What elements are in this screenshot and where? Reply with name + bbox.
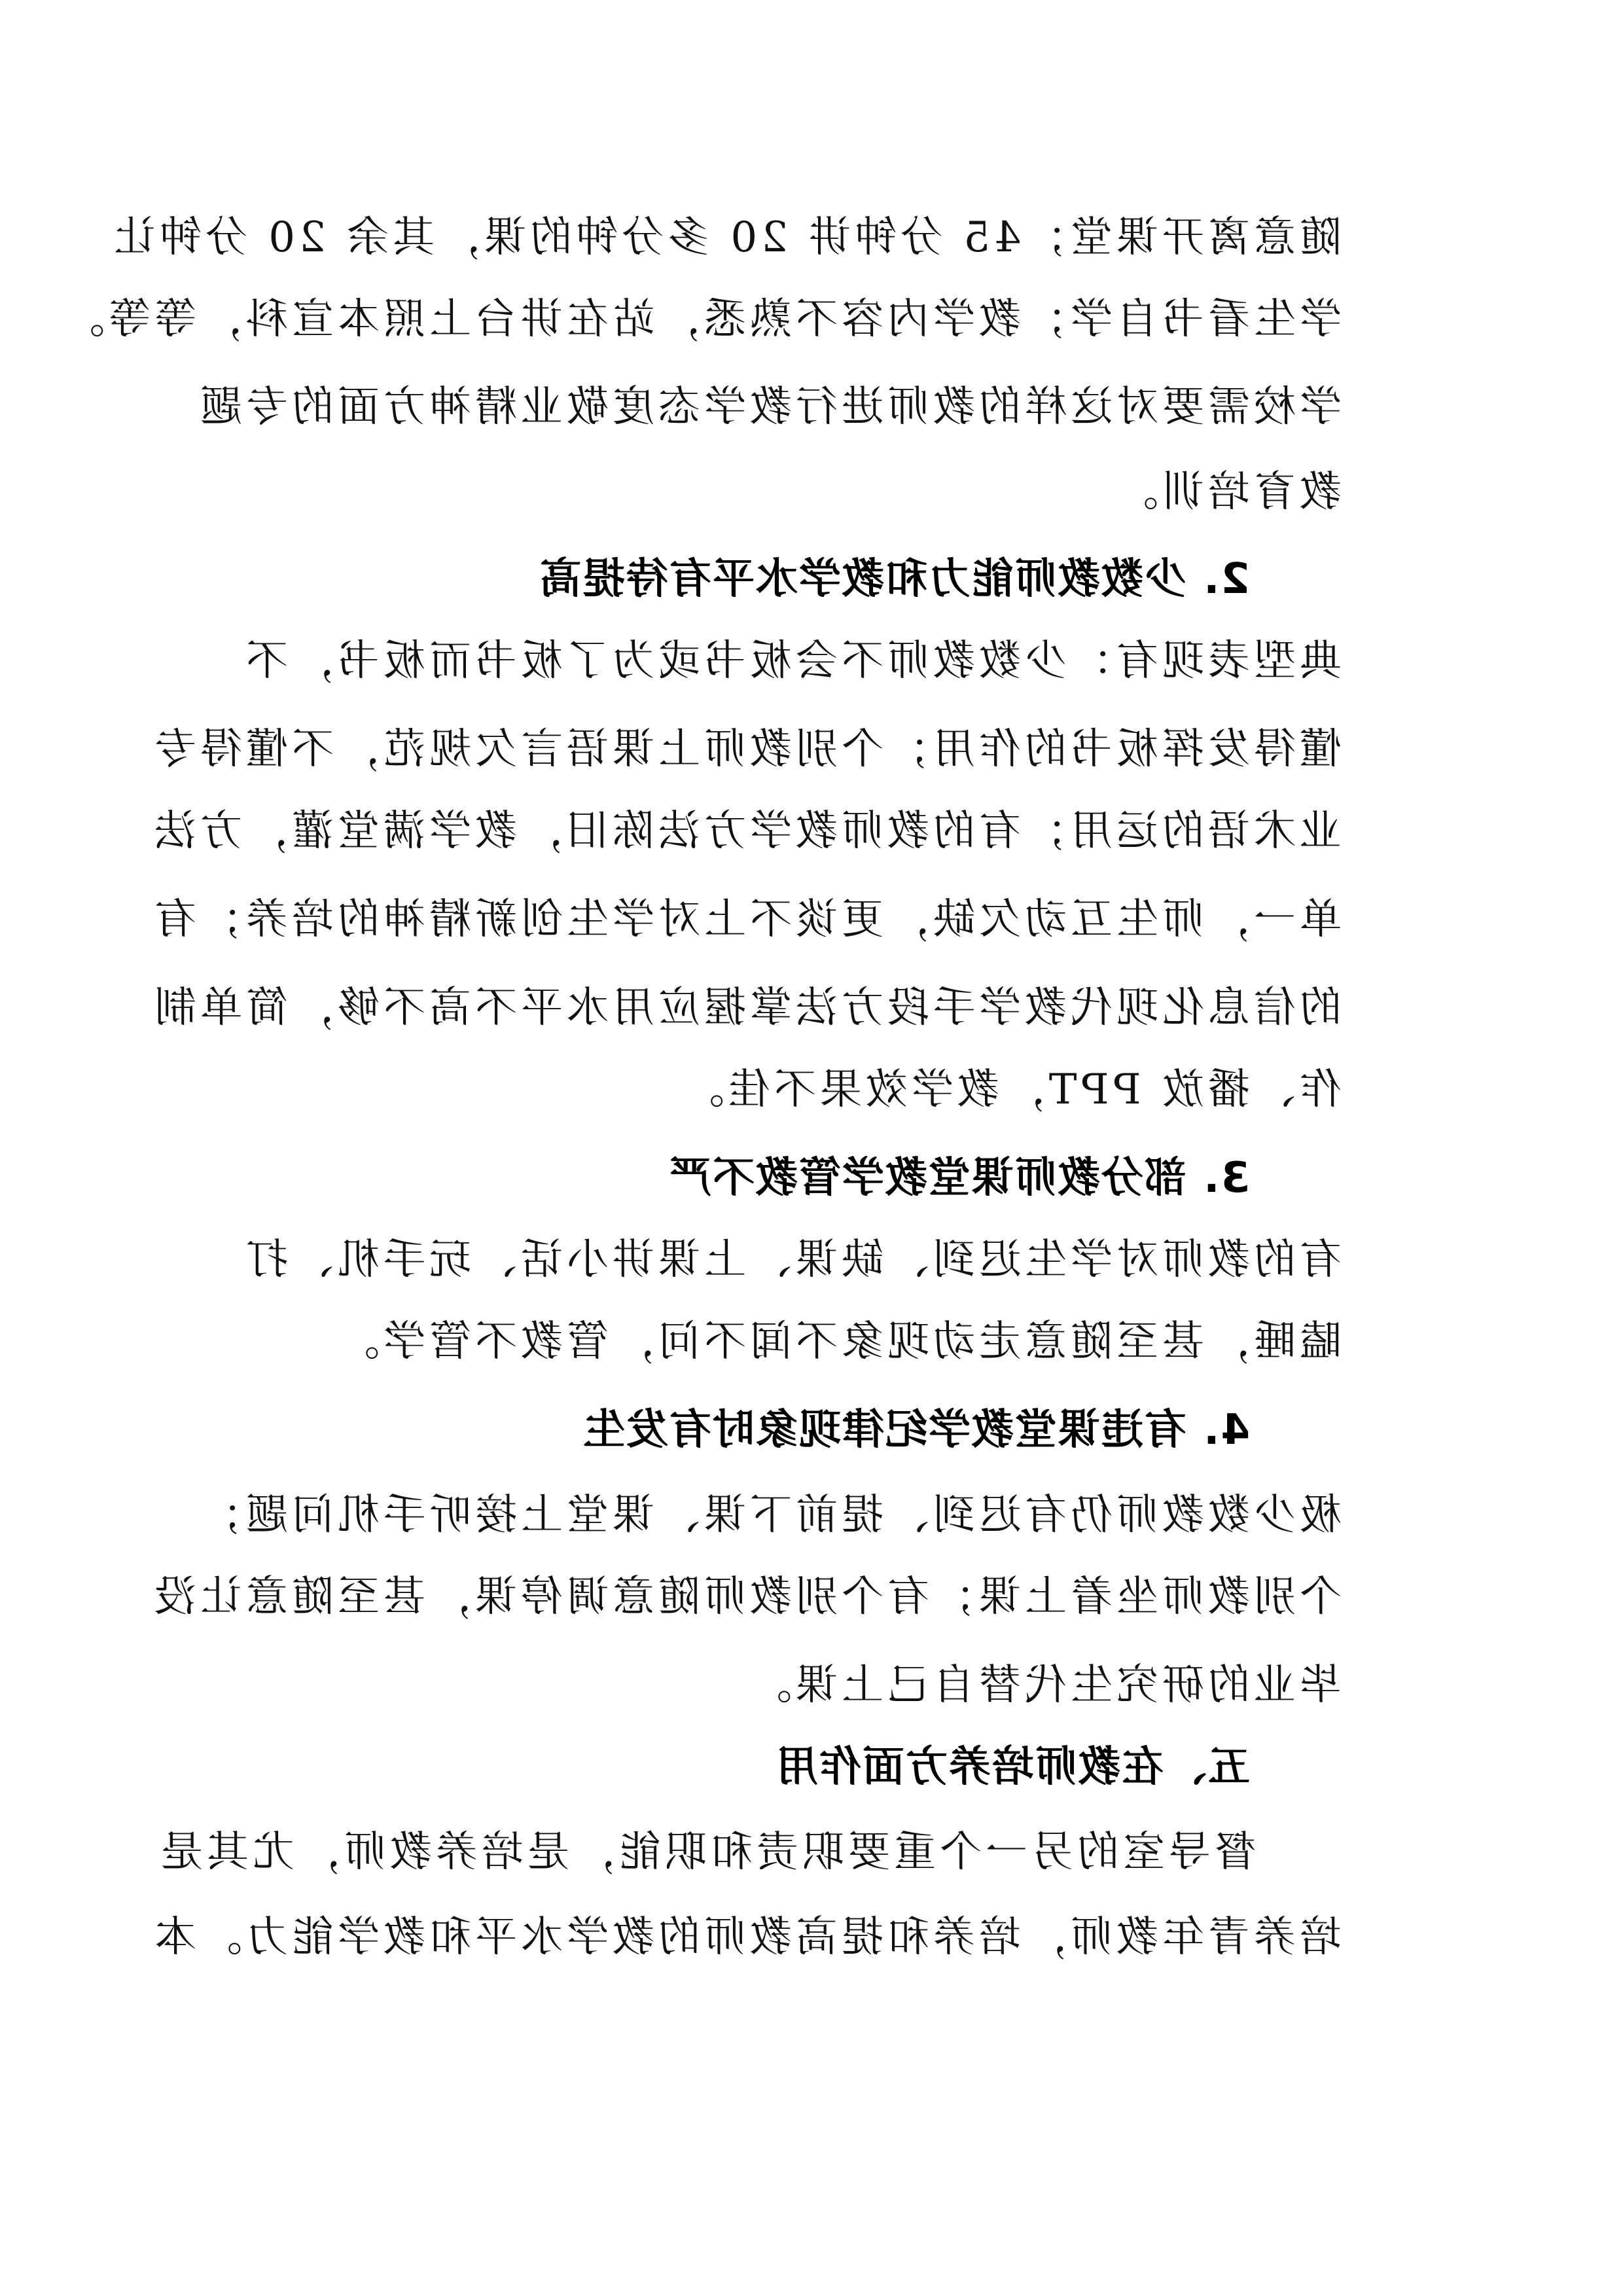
body-line: 学校需要对这样的教师进行教学态度敬业精神方面的专题 [196,383,1342,431]
body-line: 极少数教师仍有迟到、提前下课、课堂上接听手机问题； [196,1491,1342,1539]
body-line: 懂得发挥板书的作用；个别教师上课语言欠规范，不懂得专 [151,725,1342,774]
body-line: 的信息化现代教学手段方法掌握应用水平不高不够，简单制 [151,984,1342,1032]
section-heading-4: 4. 有违课堂教学纪律现象时有发生 [581,1406,1250,1454]
body-line: 典型表现有：少数教师不会板书或为了板书而板书，不 [242,637,1342,685]
body-line: 个别教师坐着上课；有个别教师随意调停课，甚至随意让没 [151,1573,1342,1621]
body-line: 毕业的研究生代替自己上课。 [746,1661,1342,1710]
body-line: 学生看书自学；教学内容不熟悉，站在讲台上照本宣科，等等。 [59,295,1342,344]
body-line: 教育培训。 [1113,468,1342,516]
body-line: 单一，师生互动欠缺，更谈不上对学生创新精神的培养；有 [151,895,1342,944]
body-line: 瞌睡，甚至随意走动现象不闻不问，管教不管学。 [334,1318,1342,1366]
section-heading-3: 3. 部分教师课堂教学管教不严 [668,1154,1250,1202]
body-line: 随意离开课堂；45 分钟讲 20 多分钟的课，其余 20 分钟让 [109,213,1342,262]
section-heading-5: 五、在教师培养方面作用 [775,1743,1250,1791]
body-line: 业术语的运用；有的教师教学方法陈旧，教学满堂灌，方法 [151,807,1342,855]
body-line: 培养青年教师，培养和提高教师的教学水平和教学能力。本 [151,1913,1342,1962]
section-heading-2: 2. 少数教师能力和教学水平有待提高 [538,555,1250,603]
body-line: 督导室的另一个重要职责和职能，是培养教师，尤其是 [157,1828,1257,1876]
body-line: 有的教师对学生迟到、缺课、上课讲小话、玩手机、打 [242,1236,1342,1284]
body-line: 作、播放 PPT，教学效果不佳。 [678,1066,1342,1114]
